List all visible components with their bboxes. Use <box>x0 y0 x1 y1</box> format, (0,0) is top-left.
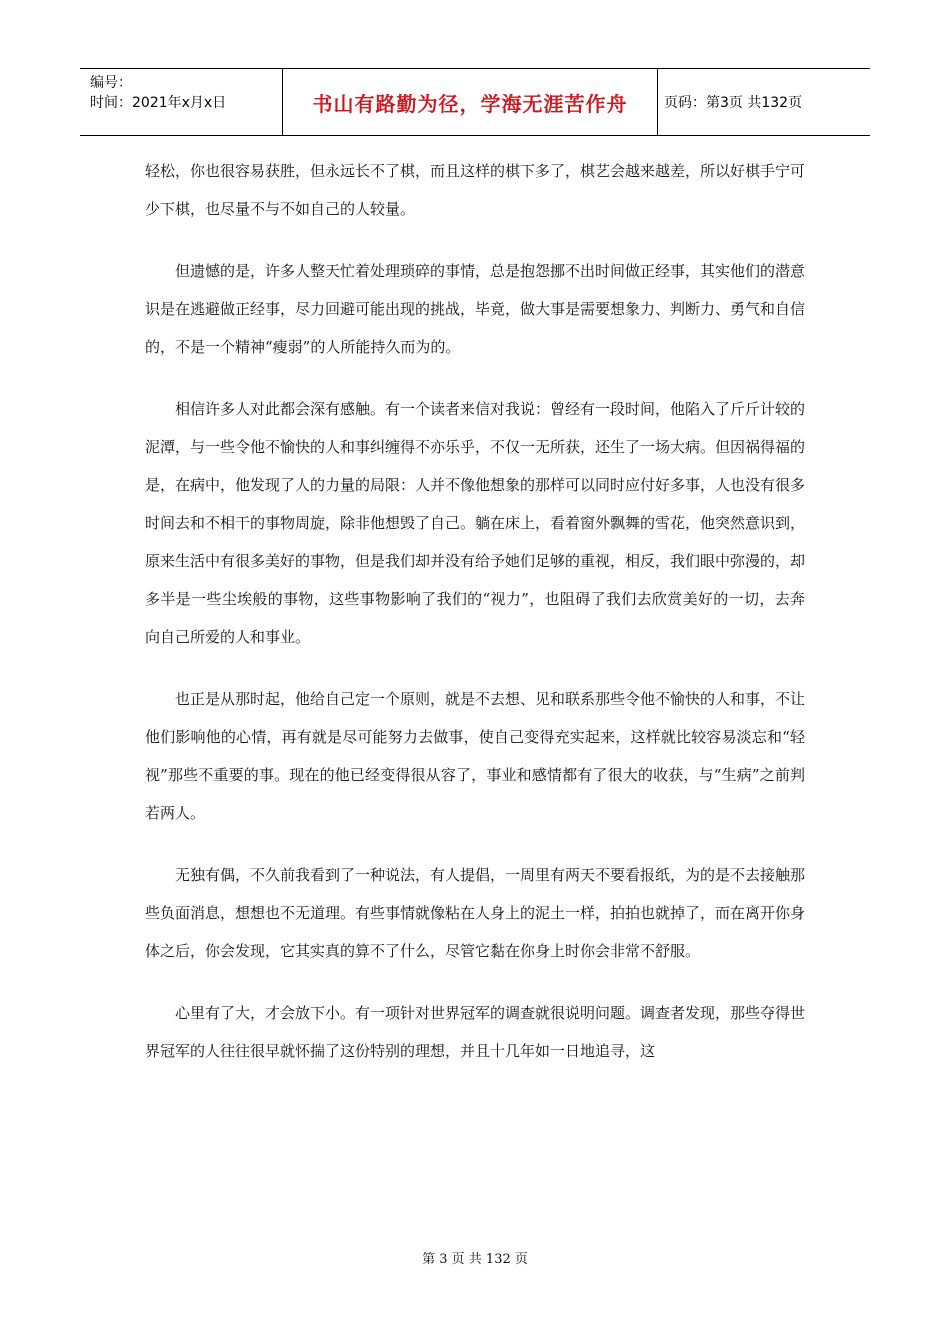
paragraph: 也正是从那时起，他给自己定一个原则，就是不去想、见和联系那些令他不愉快的人和事，不让他们影响他的心情，再有就是尽可能努力去做事，使自己变得充实起来，这样就比较容易淡忘和“轻视”那些不重要的事。现在的他已经变得很从容了，事业和感情都有了很大的收获，与“生病”之前判若两人。 <box>145 690 806 822</box>
date-label: 时间：2021年x月x日 <box>90 95 227 111</box>
header-page-cell <box>658 69 870 135</box>
header-motto-cell <box>283 69 658 135</box>
header-page-label: 页码：第3页 共132页 <box>664 95 803 111</box>
motto-text: 书山有路勤为径，学海无涯苦作舟 <box>312 91 628 116</box>
header-meta-cell <box>80 69 283 135</box>
page-footer <box>0 1248 950 1267</box>
document-header <box>80 68 870 136</box>
document-body <box>145 152 805 1094</box>
footer-page-number: 第 3 页 共 132 页 <box>422 1252 528 1267</box>
paragraph: 心里有了大，才会放下小。有一项针对世界冠军的调查就很说明问题。调查者发现，那些夺得世界冠军的人往往很早就怀揣了这份特别的理想，并且十几年如一日地追寻，这 <box>145 1004 806 1060</box>
paragraph-continuation: 轻松，你也很容易获胜，但永远长不了棋，而且这样的棋下多了，棋艺会越来越差，所以好棋手宁可少下棋，也尽量不与不如自己的人较量。 <box>145 162 806 218</box>
serial-number-label: 编号： <box>90 75 132 91</box>
paragraph: 无独有偶，不久前我看到了一种说法，有人提倡，一周里有两天不要看报纸，为的是不去接触那些负面消息，想想也不无道理。有些事情就像粘在人身上的泥土一样，拍拍也就掉了，而在离开你身体之后，你会发现，它其实真的算不了什么，尽管它黏在你身上时你会非常不舒服。 <box>145 866 806 960</box>
paragraph: 相信许多人对此都会深有感触。有一个读者来信对我说：曾经有一段时间，他陷入了斤斤计较的泥潭，与一些令他不愉快的人和事纠缠得不亦乐乎，不仅一无所获，还生了一场大病。但因祸得福的是，在病中，他发现了人的力量的局限：人并不像他想象的那样可以同时应付好多事，人也没有很多时间去和不相干的事物周旋，除非他想毁了自己。躺在床上，看着窗外飘舞的雪花，他突然意识到，原来生活中有很多美好的事物，但是我们却并没有给予她们足够的重视，相反，我们眼中弥漫的，却多半是一些尘埃般的事物，这些事物影响了我们的“视力”，也阻碍了我们去欣赏美好的一切，去奔向自己所爱的人和事业。 <box>145 400 806 646</box>
paragraph: 但遗憾的是，许多人整天忙着处理琐碎的事情，总是抱怨挪不出时间做正经事，其实他们的潜意识是在逃避做正经事，尽力回避可能出现的挑战，毕竟，做大事是需要想象力、判断力、勇气和自信的，不是一个精神“瘦弱”的人所能持久而为的。 <box>145 262 806 356</box>
